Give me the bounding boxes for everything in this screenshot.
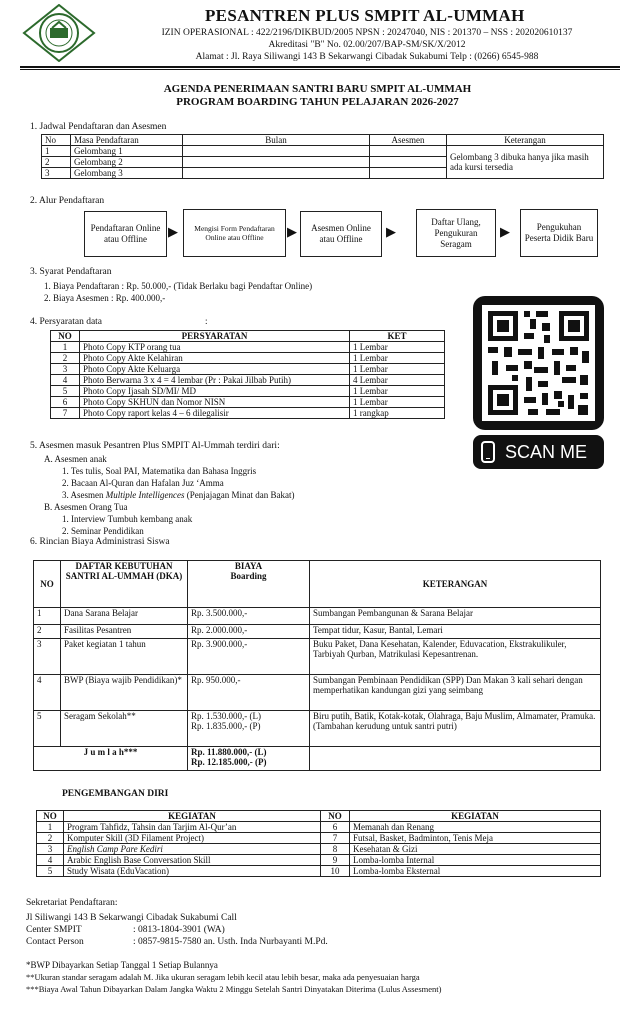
cell-no: 5 [37, 866, 64, 877]
table-row [51, 408, 445, 419]
cell-no-2: 6 [321, 822, 350, 833]
flow-step-4: Daftar Ulang, Pengukuran Seragam [416, 209, 496, 257]
cell-persyaratan: Photo Berwarna 3 x 4 = 4 lembar (Pr : Pakai Jilbab Putih) [80, 375, 350, 386]
cell-asesmen [370, 168, 447, 179]
cell-item: Paket kegiatan 1 tahun [61, 639, 188, 675]
col-boarding-label: Boarding [230, 571, 267, 581]
arrow-right-icon: ▶ [287, 224, 297, 239]
cell-kegiatan: Komputer Skill (3D Filament Project) [64, 833, 321, 844]
flow-step-5: Pengukuhan Peserta Didik Baru [520, 209, 598, 257]
table-row [34, 639, 601, 675]
cell-no: 2 [34, 625, 61, 639]
sekretariat-address: Jl Siliwangi 143 B Sekarwangi Cibadak Sukabumi Call [26, 913, 237, 923]
phone-icon [481, 441, 495, 463]
school-address: Alamat : Jl. Raya Siliwangi 143 B Sekarwangi Cibadak Sukabumi Telp : (0266) 6545-988 [195, 52, 539, 62]
table-row [42, 146, 604, 157]
footnote-2: **Ukuran standar seragam adalah M. Jika ukuran seragam lebih kecil atau lebih besar, maka ada penyesuaian harga [26, 972, 420, 982]
assessment-child-2: 2. Bacaan Al-Quran dan Hafalan Juz ‘Amma [62, 478, 224, 488]
cell-ket: Sumbangan Pembinaan Pendidikan (SPP) Dan Makan 3 kali sehari dengan memperhatikan kandungan gizi yang seimbang [310, 675, 601, 711]
table-row [51, 386, 445, 397]
qr-code-pattern [482, 305, 595, 421]
table-row [51, 342, 445, 353]
biaya-l: Rp. 1.530.000,- (L) [191, 711, 261, 721]
cell-biaya [188, 711, 310, 747]
cell-no: 2 [51, 353, 80, 364]
cell-no: 1 [51, 342, 80, 353]
header-rule [20, 66, 620, 68]
cell-ket: 1 Lembar [350, 364, 445, 375]
assessment-child-3 [62, 490, 294, 502]
registration-fee: 1. Biaya Pendaftaran : Rp. 50.000,- (Tidak Berlaku bagi Pendaftar Online) [44, 281, 313, 291]
schedule-table [41, 134, 604, 179]
cell-ket: Sumbangan Pembangunan & Sarana Belajar [310, 608, 601, 625]
cell-persyaratan: Photo Copy Ijasah SD/MI/ MD [80, 386, 350, 397]
cell-ket: 1 Lembar [350, 353, 445, 364]
cell-no-2: 7 [321, 833, 350, 844]
cell-bulan [183, 146, 370, 157]
cell-biaya: Rp. 3.500.000,- [188, 608, 310, 625]
flow-step-3: Asesmen Online atau Offline [300, 211, 382, 257]
col-bulan: Bulan [183, 135, 370, 146]
col-no: NO [37, 811, 64, 822]
cell-ket: Tempat tidur, Kasur, Bantal, Lemari [310, 625, 601, 639]
requirements-table [50, 330, 445, 419]
cell-no-2: 9 [321, 855, 350, 866]
pengembangan-title: PENGEMBANGAN DIRI [62, 789, 169, 799]
col-masa: Masa Pendaftaran [71, 135, 183, 146]
cell-no-2: 10 [321, 866, 350, 877]
cell-item: BWP (Biaya wajib Pendidikan)* [61, 675, 188, 711]
footnote-3: ***Biaya Awal Tahun Dibayarkan Dalam Jangka Waktu 2 Minggu Setelah Santri Dinyatakan Diterima (Lulus Assesment) [26, 984, 442, 994]
cell-no: 1 [34, 608, 61, 625]
contact-label: Contact Person [26, 937, 84, 947]
cell-no: 1 [42, 146, 71, 157]
col-no: NO [51, 331, 80, 342]
cell-kegiatan: Study Wisata (EduVacation) [64, 866, 321, 877]
assessment-parent-1: 1. Interview Tumbuh kembang anak [62, 514, 193, 524]
cell-kegiatan: Arabic English Base Conversation Skill [64, 855, 321, 866]
table-row [34, 608, 601, 625]
cell-ket: Buku Paket, Dana Kesehatan, Kalender, Eduvacation, Ekstrakulikuler, Tarbiyah Qurban, Matrikulasi Kepesantrenan. [310, 639, 601, 675]
cell-kegiatan-2: Lomba-lomba Internal [350, 855, 601, 866]
cell-biaya: Rp. 2.000.000,- [188, 625, 310, 639]
school-name: PESANTREN PLUS SMPIT AL-UMMAH [205, 6, 525, 25]
cell-no: 3 [51, 364, 80, 375]
total-row [34, 747, 601, 771]
cell-masa: Gelombang 1 [71, 146, 183, 157]
agenda-subtitle: PROGRAM BOARDING TAHUN PELAJARAN 2026-2027 [176, 96, 459, 108]
col-ket: KET [350, 331, 445, 342]
cell-biaya: Rp. 950.000,- [188, 675, 310, 711]
cell-asesmen [370, 146, 447, 157]
section-6-title: 6. Rincian Biaya Administrasi Siswa [30, 537, 170, 547]
col-dka: DAFTAR KEBUTUHAN SANTRI AL-UMMAH (DKA) [61, 561, 188, 608]
cell-no: 4 [51, 375, 80, 386]
cell-persyaratan: Photo Copy raport kelas 4 – 6 dilegalisir [80, 408, 350, 419]
schedule-note: Gelombang 3 dibuka hanya jika masih ada kursi tersedia [447, 146, 604, 179]
cell-ket: Biru putih, Batik, Kotak-kotak, Olahraga, Baju Muslim, Almamater, Pramuka. (Tambahan kerudung untuk santri putri) [310, 711, 601, 747]
sekretariat-title: Sekretariat Pendaftaran: [26, 898, 118, 908]
cell-no: 6 [51, 397, 80, 408]
cell-no: 5 [51, 386, 80, 397]
cell-no-2: 8 [321, 844, 350, 855]
cell-ket: 1 Lembar [350, 397, 445, 408]
operational-license: IZIN OPERASIONAL : 422/2196/DIKBUD/2005 NPSN : 20247040, NIS : 201370 – NSS : 202020610137 [161, 28, 573, 38]
cell-no: 1 [37, 822, 64, 833]
assessment-fee: 2. Biaya Asesmen : Rp. 400.000,- [44, 293, 166, 303]
section-1-title: 1. Jadwal Pendaftaran dan Asesmen [30, 122, 167, 132]
assessment-child-1: 1. Tes tulis, Soal PAI, Matematika dan Bahasa Inggris [62, 466, 257, 476]
table-row [34, 711, 601, 747]
cell-no: 2 [42, 157, 71, 168]
cell-persyaratan: Photo Copy Akte Keluarga [80, 364, 350, 375]
col-no: No [42, 135, 71, 146]
center-label: Center SMPIT [26, 925, 82, 935]
col-keterangan: Keterangan [447, 135, 604, 146]
col-no-2: NO [321, 811, 350, 822]
cell-bulan [183, 168, 370, 179]
table-header-row [34, 561, 601, 608]
total-p: Rp. 12.185.000,- (P) [191, 757, 267, 767]
arrow-right-icon: ▶ [386, 224, 396, 239]
table-row [34, 625, 601, 639]
cell-ket: 1 Lembar [350, 342, 445, 353]
flow-step-1: Pendaftaran Online atau Offline [84, 211, 167, 257]
school-logo [22, 4, 96, 62]
table-row [37, 833, 601, 844]
flow-step-2: Mengisi Form Pendaftaran Online atau Offline [183, 209, 286, 257]
activities-table [36, 810, 601, 877]
table-row [37, 844, 601, 855]
cell-item: Dana Sarana Belajar [61, 608, 188, 625]
total-ket [310, 747, 601, 771]
fee-table [33, 560, 601, 771]
cell-bulan [183, 157, 370, 168]
arrow-right-icon: ▶ [168, 224, 178, 239]
center-phone: : 0813-1804-3901 (WA) [133, 925, 225, 935]
qr-code[interactable] [473, 296, 604, 430]
table-row [37, 855, 601, 866]
section-4-colon: : [205, 316, 208, 326]
table-header-row [42, 135, 604, 146]
assessment-child-title: A. Asesmen anak [44, 454, 107, 464]
table-row [37, 866, 601, 877]
cell-item: Seragam Sekolah** [61, 711, 188, 747]
section-5-title: 5. Asesmen masuk Pesantren Plus SMPIT Al-Ummah terdiri dari: [30, 441, 280, 451]
total-l: Rp. 11.880.000,- (L) [191, 747, 267, 757]
assessment-child-3-suffix: (Penjajagan Minat dan Bakat) [184, 490, 295, 500]
biaya-p: Rp. 1.835.000,- (P) [191, 721, 261, 731]
assessment-parent-title: B. Asesmen Orang Tua [44, 502, 128, 512]
cell-no: 3 [42, 168, 71, 179]
col-persyaratan: PERSYARATAN [80, 331, 350, 342]
cell-no: 7 [51, 408, 80, 419]
table-row [34, 675, 601, 711]
table-header-row [51, 331, 445, 342]
assessment-parent-2: 2. Seminar Pendidikan [62, 526, 144, 536]
table-header-row [37, 811, 601, 822]
table-row [51, 353, 445, 364]
section-2-title: 2. Alur Pendaftaran [30, 196, 105, 206]
contact-person: : 0857-9815-7580 an. Usth. Inda Nurbayanti M.Pd. [133, 937, 328, 947]
section-4-title: 4. Persyaratan data [30, 317, 103, 327]
cell-kegiatan-2: Lomba-lomba Eksternal [350, 866, 601, 877]
cell-no: 5 [34, 711, 61, 747]
cell-no: 2 [37, 833, 64, 844]
col-keterangan: KETERANGAN [310, 561, 601, 608]
table-row [51, 375, 445, 386]
col-kegiatan: KEGIATAN [64, 811, 321, 822]
scan-me-button[interactable] [473, 435, 604, 469]
col-no: NO [34, 561, 61, 608]
table-row [51, 397, 445, 408]
footnote-1: *BWP Dibayarkan Setiap Tanggal 1 Setiap Bulannya [26, 960, 218, 970]
cell-item: Fasilitas Pesantren [61, 625, 188, 639]
agenda-title: AGENDA PENERIMAAN SANTRI BARU SMPIT AL-UMMAH [163, 83, 472, 95]
cell-asesmen [370, 157, 447, 168]
cell-kegiatan-2: Memanah dan Renang [350, 822, 601, 833]
cell-biaya: Rp. 3.900.000,- [188, 639, 310, 675]
cell-masa: Gelombang 2 [71, 157, 183, 168]
accreditation: Akreditasi "B" No. 02.00/207/BAP-SM/SK/X/2012 [268, 40, 466, 50]
total-value [188, 747, 310, 771]
col-biaya-label: BIAYA [234, 561, 263, 571]
cell-persyaratan: Photo Copy SKHUN dan Nomor NISN [80, 397, 350, 408]
assessment-child-3-emphasis: Multiple Intelligences [105, 490, 185, 500]
cell-no: 4 [34, 675, 61, 711]
scan-me-label: SCAN ME [505, 441, 588, 462]
col-kegiatan-2: KEGIATAN [350, 811, 601, 822]
table-row [37, 822, 601, 833]
cell-masa: Gelombang 3 [71, 168, 183, 179]
header-rule-thin [20, 69, 620, 70]
cell-persyaratan: Photo Copy Akte Kelahiran [80, 353, 350, 364]
cell-no: 3 [37, 844, 64, 855]
section-3-title: 3. Syarat Pendaftaran [30, 267, 112, 277]
total-label: J u m l a h*** [34, 747, 188, 771]
cell-ket: 4 Lembar [350, 375, 445, 386]
col-biaya [188, 561, 310, 608]
cell-kegiatan-2: Futsal, Basket, Badminton, Tenis Meja [350, 833, 601, 844]
cell-kegiatan: Program Tahfidz, Tahsin dan Tarjim Al-Qur’an [64, 822, 321, 833]
arrow-right-icon: ▶ [500, 224, 510, 239]
assessment-child-3-prefix: 3. Asesmen [62, 490, 106, 500]
table-row [51, 364, 445, 375]
cell-ket: 1 rangkap [350, 408, 445, 419]
cell-no: 4 [37, 855, 64, 866]
cell-kegiatan-2: Kesehatan & Gizi [350, 844, 601, 855]
cell-no: 3 [34, 639, 61, 675]
cell-kegiatan: English Camp Pare Kediri [64, 844, 321, 855]
cell-persyaratan: Photo Copy KTP orang tua [80, 342, 350, 353]
cell-ket: 1 Lembar [350, 386, 445, 397]
col-asesmen: Asesmen [370, 135, 447, 146]
